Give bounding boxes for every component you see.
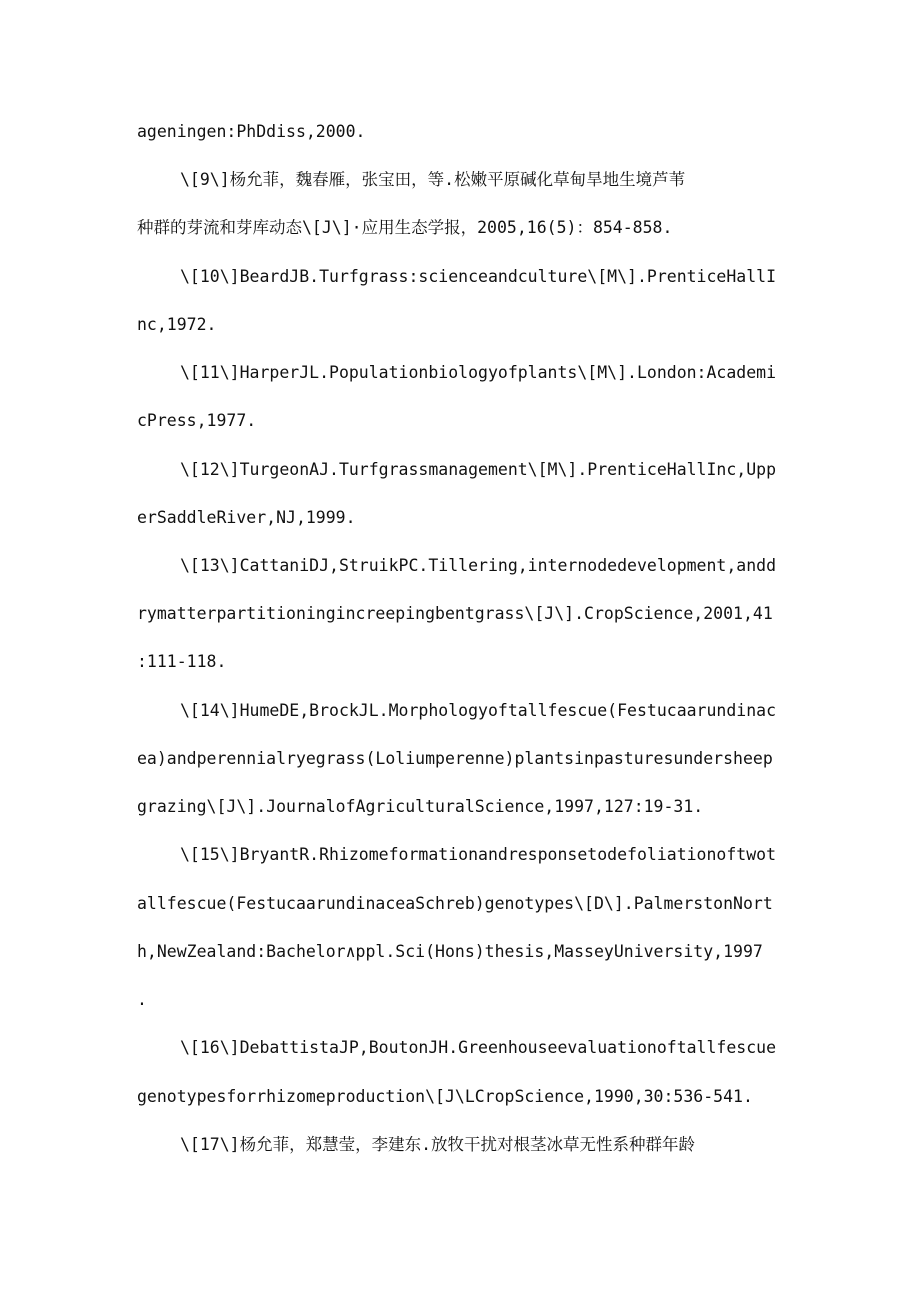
reference-10-line-1: \[10\]BeardJB.Turfgrass:scienceandculture\[M\].PrenticeHallI — [180, 267, 777, 286]
reference-16-line-1: \[16\]DebattistaJP,BoutonJH.Greenhouseevaluationoftallfescue — [180, 1038, 777, 1057]
reference-9-line-2: 种群的芽流和芽库动态\[J\]·应用生态学报，2005,16(5)：854-858. — [137, 218, 673, 237]
reference-13-line-3: :111-118. — [137, 652, 227, 671]
reference-12-line-1: \[12\]TurgeonAJ.Turfgrassmanagement\[M\].PrenticeHallInc,Upp — [180, 460, 777, 479]
reference-13-line-1: \[13\]CattaniDJ,StruikPC.Tillering,internodedevelopment,andd — [180, 556, 777, 575]
reference-17-line-1: \[17\]杨允菲，郑慧莹，李建东.放牧干扰对根茎冰草无性系种群年龄 — [180, 1135, 696, 1154]
reference-16-line-2: genotypesforrhizomeproduction\[J\LCropScience,1990,30:536-541. — [137, 1087, 753, 1106]
reference-15-line-3: h,NewZealand:Bachelor∧ppl.Sci(Hons)thesis,MasseyUniversity,1997 — [137, 942, 763, 961]
text-line: ageningen:PhDdiss,2000. — [137, 122, 366, 141]
reference-11-line-2: cPress,1977. — [137, 411, 257, 430]
reference-12-line-2: erSaddleRiver,NJ,1999. — [137, 508, 356, 527]
reference-13-line-2: rymatterpartitioningincreepingbentgrass\[J\].CropScience,2001,41 — [137, 604, 773, 623]
reference-15-line-1: \[15\]BryantR.Rhizomeformationandresponsetodefoliationoftwot — [180, 845, 777, 864]
reference-10-line-2: nc,1972. — [137, 315, 217, 334]
reference-14-line-3: grazing\[J\].JournalofAgriculturalScience,1997,127:19-31. — [137, 797, 704, 816]
reference-9-line-1: \[9\]杨允菲，魏春雁，张宝田，等.松嫩平原碱化草甸旱地生境芦苇 — [180, 170, 686, 189]
reference-15-line-4: . — [137, 990, 147, 1009]
reference-15-line-2: allfescue(FestucaarundinaceaSchreb)genotypes\[D\].PalmerstonNort — [137, 894, 773, 913]
reference-14-line-1: \[14\]HumeDE,BrockJL.Morphologyoftallfescue(Festucaarundinac — [180, 701, 777, 720]
reference-14-line-2: ea)andperennialryegrass(Loliumperenne)plantsinpasturesundersheep — [137, 749, 773, 768]
reference-11-line-1: \[11\]HarperJL.Populationbiologyofplants\[M\].London:Academi — [180, 363, 777, 382]
